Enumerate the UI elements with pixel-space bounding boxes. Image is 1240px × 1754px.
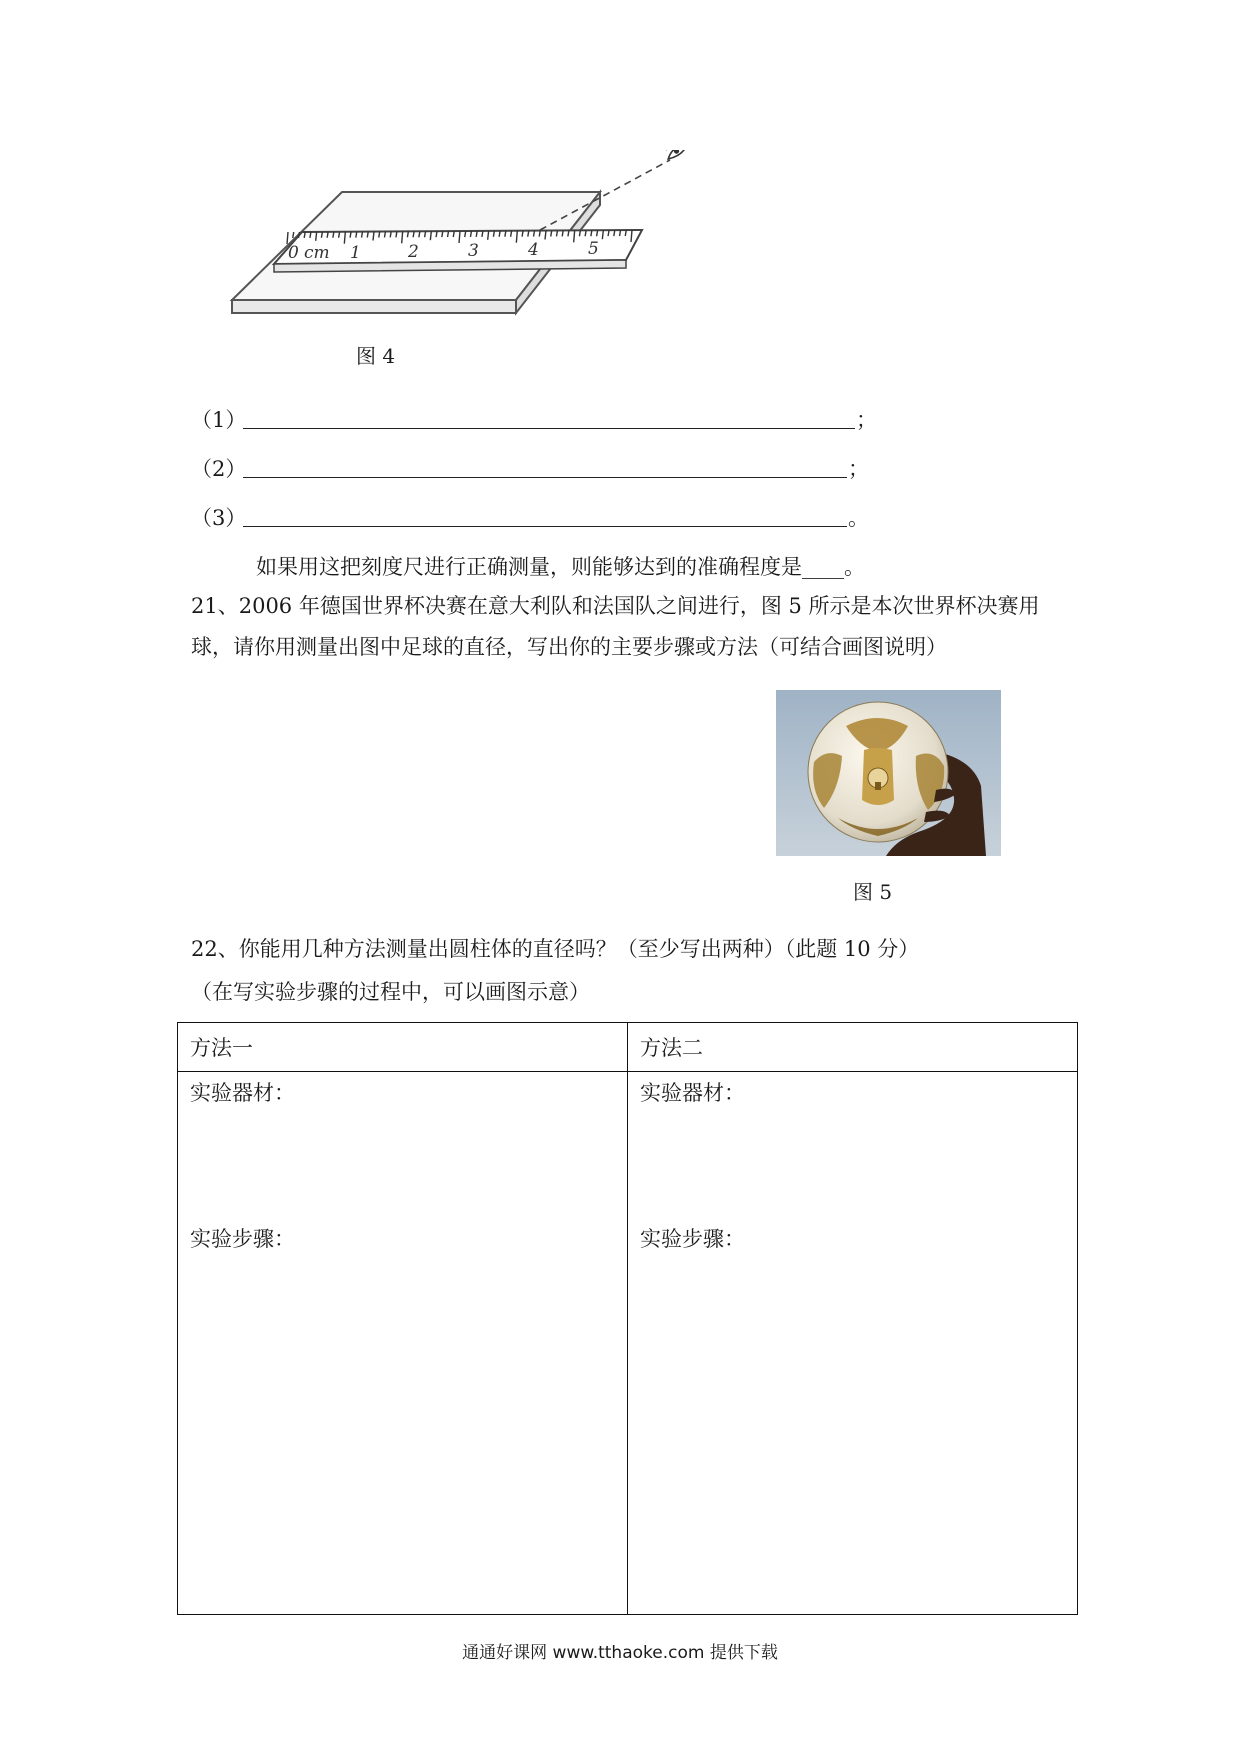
ruler-tick: [333, 232, 334, 238]
q20-item-1-blank[interactable]: [243, 428, 855, 429]
method-2-steps-label: 实验步骤：: [640, 1227, 745, 1251]
ruler-tick: [448, 231, 449, 237]
ruler-tick: [430, 231, 431, 240]
ruler-tick: [436, 231, 437, 237]
q20-item-1-end: ；: [856, 408, 877, 432]
ruler-tick: [425, 231, 426, 237]
ruler-tick: [522, 231, 523, 237]
figure-5-caption: 图 5: [853, 880, 893, 904]
ruler-tick: [419, 231, 420, 237]
ruler-tick: [344, 232, 345, 244]
figure-4-ruler-diagram: [222, 150, 692, 330]
ruler-tick: [476, 231, 477, 237]
ruler-tick: [597, 230, 598, 236]
ruler-tick: [396, 231, 397, 237]
ruler-tick: [362, 232, 363, 238]
ruler-tick: [316, 232, 317, 241]
ruler-tick: [367, 232, 368, 238]
ruler-label-4: 4: [528, 240, 539, 260]
ruler-label-1: 1: [350, 243, 361, 263]
q20-item-3-blank[interactable]: [243, 526, 847, 527]
q20-item-2-end: ；: [848, 457, 869, 481]
ruler-tick: [505, 231, 506, 237]
figure-4-caption: 图 4: [356, 344, 396, 368]
ruler-tick: [356, 232, 357, 238]
ruler-tick: [631, 230, 632, 242]
ruler-tick: [321, 232, 322, 238]
ruler-tick: [442, 231, 443, 237]
q22-line-1: 22、你能用几种方法测量出圆柱体的直径吗？（至少写出两种）（此题 10 分）: [191, 937, 920, 961]
ruler-label-cm: cm: [304, 243, 330, 263]
ruler-tick: [384, 231, 385, 237]
ruler-tick: [298, 232, 299, 238]
q21-line-2: 球，请你用测量出图中足球的直径，写出你的主要步骤或方法（可结合画图说明）: [191, 635, 947, 659]
ruler-tick: [574, 230, 575, 242]
method-2-materials-label: 实验器材：: [640, 1081, 745, 1105]
method-2-answer-cell[interactable]: [628, 1072, 1078, 1615]
q20-item-2-blank[interactable]: [243, 477, 847, 478]
ruler-tick: [379, 231, 380, 237]
ruler-tick: [568, 230, 569, 236]
ruler-tick: [591, 230, 592, 236]
method-1-answer-cell[interactable]: [178, 1072, 628, 1615]
methods-answer-table: [177, 1022, 1078, 1615]
method-1-steps-label: 实验步骤：: [190, 1227, 295, 1251]
q20-accuracy-blank[interactable]: ____: [802, 555, 844, 579]
ruler-tick: [350, 232, 351, 238]
ruler-tick: [551, 230, 552, 236]
q21-line-1: 21、2006 年德国世界杯决赛在意大利队和法国队之间进行，图 5 所示是本次世界杯决赛用: [191, 594, 1040, 618]
ruler-tick: [488, 231, 489, 240]
ruler-tick: [539, 231, 540, 237]
ruler-tick: [402, 231, 403, 243]
ruler-tick: [556, 230, 557, 236]
ruler-tick: [585, 230, 586, 236]
q20-item-3-number: （3）: [191, 506, 247, 530]
ruler-tick: [534, 231, 535, 237]
ruler-tick: [499, 231, 500, 237]
ruler-tick: [293, 232, 294, 238]
ruler-tick: [602, 230, 603, 239]
ruler-label-3: 3: [468, 241, 479, 261]
ruler-tick: [625, 230, 626, 236]
ruler-tick: [390, 231, 391, 237]
q20-item-1-number: （1）: [191, 408, 247, 432]
ruler-tick: [465, 231, 466, 237]
ruler-tick: [470, 231, 471, 237]
q20-accuracy-end: 。: [844, 555, 865, 579]
method-1-materials-label: 实验器材：: [190, 1081, 295, 1105]
ruler-tick: [310, 232, 311, 238]
ruler-label-5: 5: [588, 239, 599, 259]
ruler-tick: [453, 231, 454, 237]
method-1-header: 方法一: [178, 1023, 628, 1072]
ruler-tick: [516, 231, 517, 243]
ruler-tick: [407, 231, 408, 237]
eye-icon: [663, 150, 690, 160]
q20-accuracy-line: [256, 552, 865, 582]
ruler-tick: [511, 231, 512, 237]
page-footer: 通通好课网 www.tthaoke.com 提供下载: [462, 1643, 778, 1663]
ruler-tick: [528, 231, 529, 237]
ruler-tick: [562, 230, 563, 236]
ruler-tick: [608, 230, 609, 236]
q20-item-3-end: 。: [848, 506, 869, 530]
ruler-tick: [304, 232, 305, 238]
ruler-tick: [327, 232, 328, 238]
q20-item-2-number: （2）: [191, 457, 247, 481]
ruler-tick: [373, 232, 374, 241]
ruler-tick: [620, 230, 621, 236]
q20-accuracy-prefix: 如果用这把刻度尺进行正确测量，则能够达到的准确程度是: [256, 555, 802, 579]
ruler-tick: [545, 231, 546, 240]
method-2-header: 方法二: [628, 1023, 1078, 1072]
figure-5-football-photo: [776, 690, 1001, 856]
q22-line-2: （在写实验步骤的过程中，可以画图示意）: [191, 980, 590, 1004]
ruler-tick: [482, 231, 483, 237]
ruler-tick: [459, 231, 460, 243]
ruler-tick: [614, 230, 615, 236]
ruler-tick: [339, 232, 340, 238]
ruler-label-0: 0: [288, 243, 299, 263]
ruler-tick: [493, 231, 494, 237]
ruler-tick: [413, 231, 414, 237]
ruler-tick: [579, 230, 580, 236]
ruler-label-2: 2: [408, 242, 419, 262]
